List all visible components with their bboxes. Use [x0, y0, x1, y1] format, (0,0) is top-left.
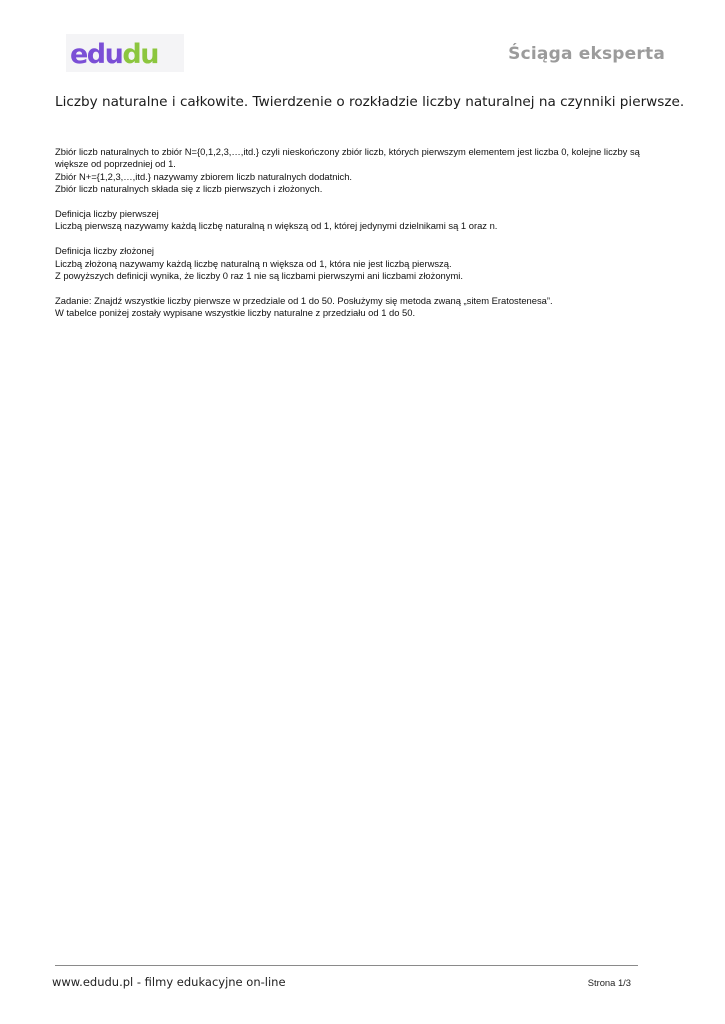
paragraph-prime-definition: [55, 208, 675, 233]
text-line: Zbiór liczb naturalnych to zbiór N={0,1,2,3,…,itd.} czyli nieskończony zbiór liczb, których pierwszym elementem jest liczba 0, kolejne liczby są: [55, 146, 640, 157]
paragraph-task: [55, 295, 675, 320]
paragraph-natural-numbers: [55, 146, 675, 196]
text-line: W tabelce poniżej zostały wypisane wszystkie liczby naturalne z przedziału od 1 do 50.: [55, 307, 416, 319]
text-line: Z powyższych definicji wynika, że liczby 0 raz 1 nie są liczbami pierwszymi ani liczbami złożonymi.: [55, 270, 463, 282]
section-heading: Definicja liczby złożonej: [55, 245, 155, 257]
text-line: Zbiór liczb naturalnych składa się z liczb pierwszych i złożonych.: [55, 183, 323, 195]
page-title: Liczby naturalne i całkowite. Twierdzenie o rozkładzie liczby naturalnej na czynniki pierwsze.: [55, 94, 685, 110]
footer-site-link[interactable]: www.edudu.pl - filmy edukacyjne on-line: [52, 975, 286, 989]
text-line: Zadanie: Znajdź wszystkie liczby pierwsze w przedziale od 1 do 50. Posłużymy się metoda zwaną „sitem Eratostenesa”.: [55, 294, 553, 306]
document-body: [55, 146, 675, 332]
section-heading: Definicja liczby pierwszej: [55, 208, 159, 220]
svg-text:edudu: edudu: [70, 39, 158, 70]
text-line: Zbiór N+={1,2,3,…,itd.} nazywamy zbiorem liczb naturalnych dodatnich.: [55, 170, 353, 182]
header-tagline: Ściąga eksperta: [508, 44, 665, 64]
edudu-logo[interactable]: [66, 34, 184, 72]
text-line: Liczbą złożoną nazywamy każdą liczbę naturalną n większa od 1, która nie jest liczbą pierwszą.: [55, 257, 452, 269]
page-number: Strona 1/3: [587, 977, 631, 988]
text-line: większe od poprzedniej od 1.: [55, 158, 176, 170]
text-line: Liczbą pierwszą nazywamy każdą liczbę naturalną n większą od 1, której jedynymi dzielnikami są 1 oraz n.: [55, 220, 498, 232]
footer-divider: [55, 965, 638, 966]
edudu-logo-mark: [66, 34, 184, 72]
paragraph-composite-definition: [55, 245, 675, 282]
